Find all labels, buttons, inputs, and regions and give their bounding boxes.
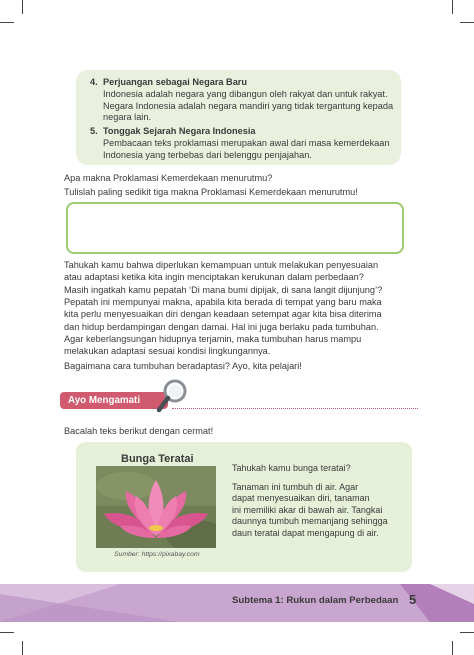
- crop-mark: [22, 0, 23, 14]
- paragraph: Tahukah kamu bahwa diperlukan kemampuan untuk melakukan penyesuaian atau adaptasi ketika kita ingin menciptakan kerukunan dalam perbedaan?: [64, 260, 379, 283]
- instruction-text: Tulislah paling sedikit tiga makna Proklamasi Kemerdekaan menurutmu!: [64, 187, 358, 197]
- reading-title: Bunga Teratai: [121, 453, 194, 465]
- crop-mark: [22, 641, 23, 655]
- section-divider: [172, 408, 418, 409]
- crop-mark: [460, 632, 474, 633]
- paragraph: Masih ingatkah kamu pepatah ‘Di mana bumi dipijak, di sana langit dijunjung’? Pepatah ini mempunyai makna, apabila kita berada di tempat yang baru maka kita perlu menyesuaikan diri dengan keadaan setempat agar kita bisa diterima dan hidup berdampingan dengan damai. Hal ini juga berlaku pada tumbuhan. Agar keberlangsungan hidupnya terjamin, maka tumbuhan harus mampu melakukan adaptasi sesuai kondisi lingkungannya.: [64, 285, 383, 357]
- item-number: 4.: [90, 77, 98, 87]
- page-number: 5: [409, 592, 417, 607]
- crop-mark: [0, 22, 14, 23]
- crop-mark: [0, 632, 14, 633]
- footer-subtheme: Subtema 1: Rukun dalam Perbedaan: [232, 595, 399, 606]
- item-title: Tonggak Sejarah Negara Indonesia: [103, 126, 256, 136]
- crop-mark: [460, 22, 474, 23]
- item-title: Perjuangan sebagai Negara Baru: [103, 77, 247, 87]
- section-label: Ayo Mengamati: [60, 392, 168, 409]
- magnifier-icon: [155, 376, 191, 416]
- crop-mark: [452, 0, 453, 14]
- item-number: 5.: [90, 126, 98, 136]
- image-source: Sumber: https://pixabay.com: [114, 551, 200, 558]
- question-text: Apa makna Proklamasi Kemerdekaan menurutmu?: [64, 173, 273, 183]
- paragraph: Bagaimana cara tumbuhan beradaptasi? Ayo, kita pelajari!: [64, 361, 302, 371]
- answer-box[interactable]: [66, 202, 404, 254]
- lotus-photo: [96, 466, 216, 548]
- item-body: Pembacaan teks proklamasi merupakan awal dari masa kemerdekaan Indonesia yang terbebas dari belenggu penjajahan.: [103, 138, 390, 160]
- instruction-text: Bacalah teks berikut dengan cermat!: [64, 426, 214, 436]
- reading-text: Tanaman ini tumbuh di air. Agar dapat menyesuaikan diri, tanaman ini memiliki akar di bawah air. Tangkai daunnya tumbuh memanjang sehingga daun teratai dapat mengapung di air.: [232, 482, 388, 538]
- item-body: Indonesia adalah negara yang dibangun oleh rakyat dan untuk rakyat. Negara Indonesia adalah negara mandiri yang tidak tergantung kepada negara lain.: [103, 89, 394, 123]
- crop-mark: [452, 641, 453, 655]
- reading-question: Tahukah kamu bunga teratai?: [232, 463, 351, 473]
